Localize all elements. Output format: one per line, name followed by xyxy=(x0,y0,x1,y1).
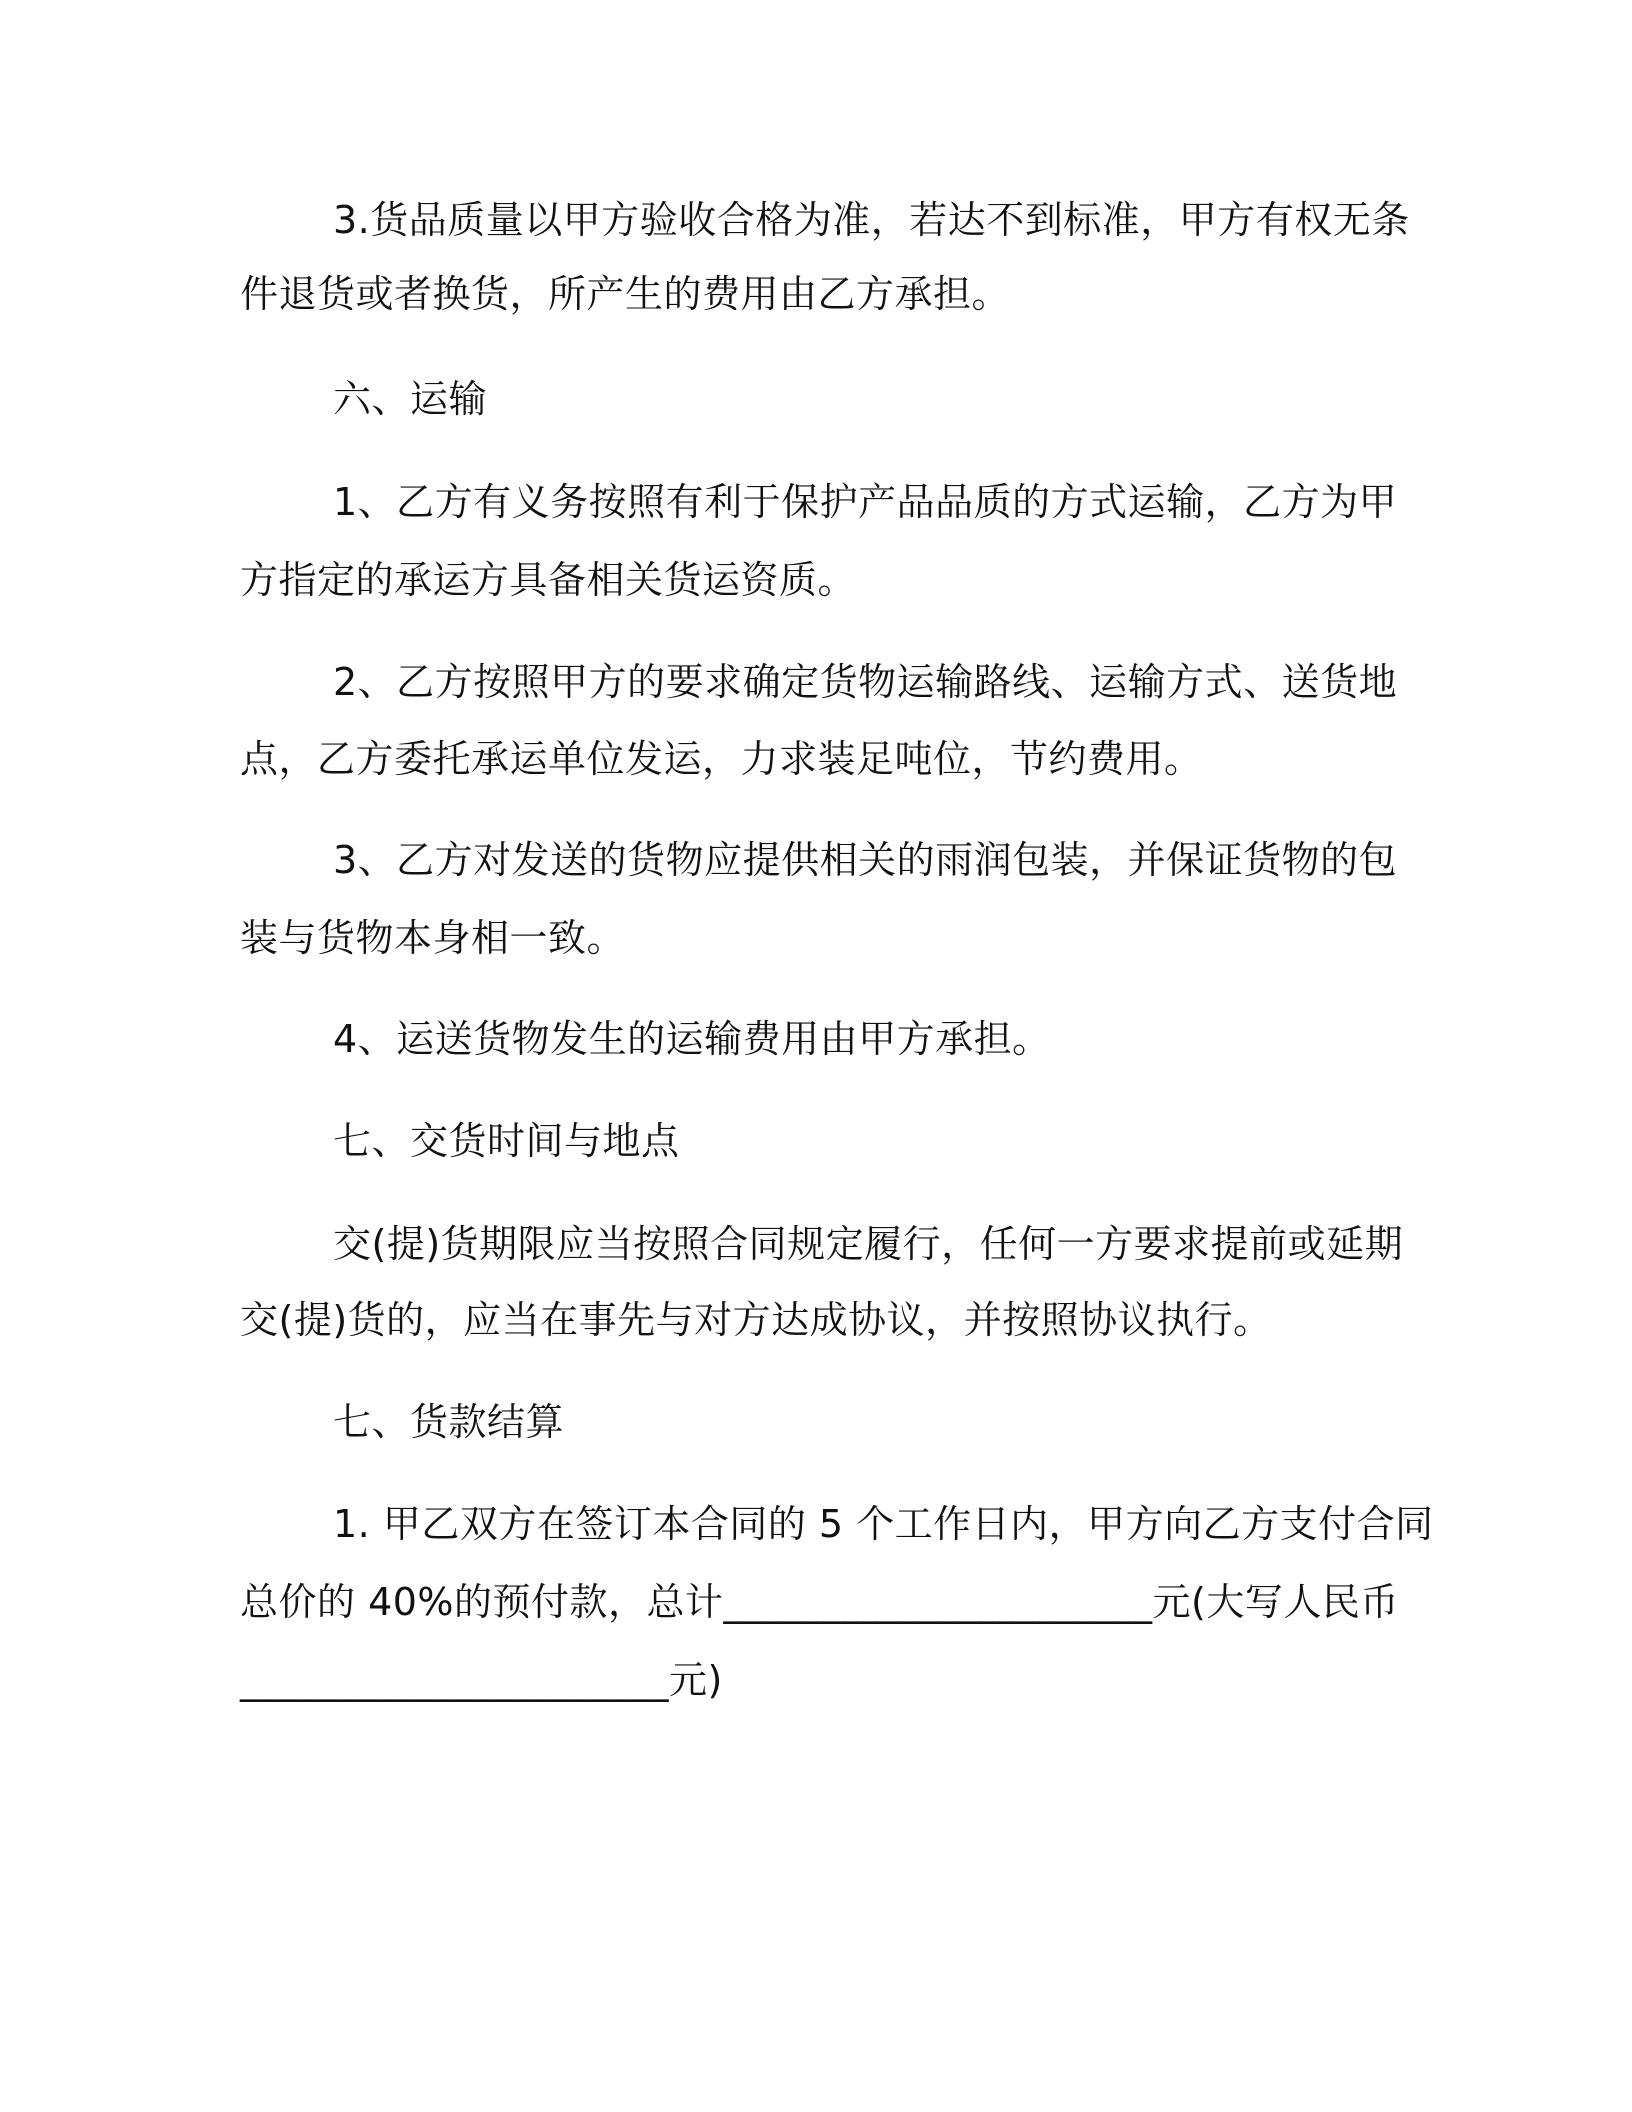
section-heading-delivery: 七、交货时间与地点 xyxy=(333,1119,680,1163)
section-heading-transport: 六、运输 xyxy=(333,377,488,421)
payment-item-1-line-2: 总价的 40%的预付款，总计______________________元(大写人民币 xyxy=(240,1580,1399,1624)
transport-item-2-line-2: 点，乙方委托承运单位发运，力求装足吨位，节约费用。 xyxy=(240,737,1203,781)
payment-item-1-line-3: ______________________元) xyxy=(240,1658,723,1702)
paragraph-quality-line-2: 件退货或者换货，所产生的费用由乙方承担。 xyxy=(240,272,1011,316)
transport-item-1-line-2: 方指定的承运方具备相关货运资质。 xyxy=(240,558,857,602)
transport-item-2-line-1: 2、乙方按照甲方的要求确定货物运输路线、运输方式、送货地 xyxy=(333,660,1398,704)
delivery-paragraph-line-1: 交(提)货期限应当按照合同规定履行，任何一方要求提前或延期 xyxy=(333,1222,1404,1266)
delivery-paragraph-line-2: 交(提)货的，应当在事先与对方达成协议，并按照协议执行。 xyxy=(240,1298,1272,1342)
section-heading-payment: 七、货款结算 xyxy=(333,1400,565,1444)
transport-item-3-line-1: 3、乙方对发送的货物应提供相关的雨润包装，并保证货物的包 xyxy=(333,838,1398,882)
transport-item-1-line-1: 1、乙方有义务按照有利于保护产品品质的方式运输，乙方为甲 xyxy=(333,480,1398,524)
paragraph-quality-line-1: 3.货品质量以甲方验收合格为准，若达不到标准，甲方有权无条 xyxy=(333,198,1410,242)
payment-item-1-line-1: 1. 甲乙双方在签订本合同的 5 个工作日内，甲方向乙方支付合同 xyxy=(333,1502,1434,1546)
transport-item-3-line-2: 装与货物本身相一致。 xyxy=(240,916,626,960)
transport-item-4: 4、运送货物发生的运输费用由甲方承担。 xyxy=(333,1017,1051,1061)
